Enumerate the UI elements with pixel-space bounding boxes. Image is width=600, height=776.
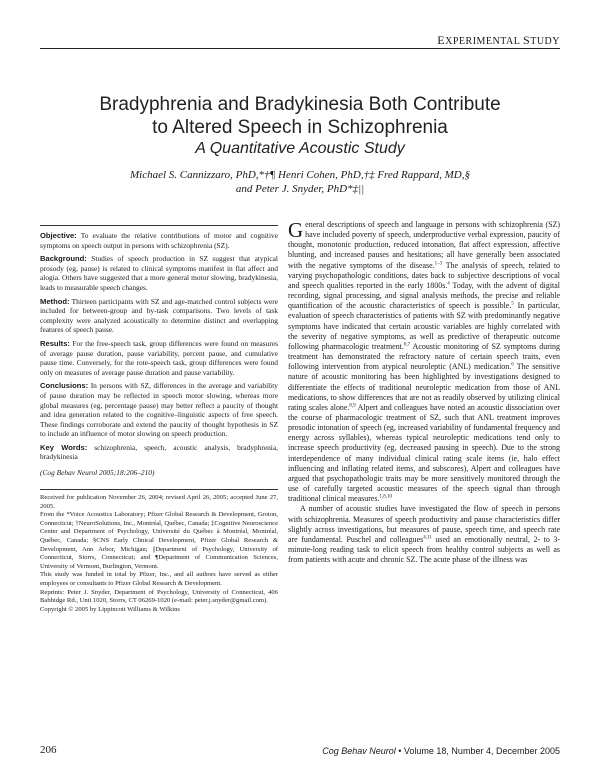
abstract-results-text: For the free-speech task, group differences were found on measures of average pause duration, pause variability, percent pause, and cumulative pause time. Conversely, for the rote-speech task, group differences were found only on measures of average pause duration and pause variability. [40, 338, 278, 377]
section-label-rest: XPERIMENTAL [445, 36, 524, 47]
article-title [40, 93, 560, 139]
abstract-keywords [40, 443, 278, 462]
body-text-span: Acoustic monitoring of SZ symptoms during treatment has demonstrated the refractory nature of certain speech traits, even following intervention from atypical neuroleptic (ANL) medication. [288, 341, 560, 372]
abstract-objective-text: To evaluate the relative contributions of motor and cognitive symptoms on speech output in persons with schizophrenia (SZ). [40, 231, 279, 250]
note-received: Received for publication November 26, 2004; revised April 26, 2005; accepted June 27, 2005. [40, 494, 278, 510]
citation-ref: 6 [511, 362, 514, 368]
body-text-span: The sensitive nature of acoustic monitoring has been highlighted by investigations designed to differentiate the effects of traditional neuroleptic medication from those of ANL medications, to show differences that are not as readily observed by utilizing clinical rating scales alone. [288, 362, 560, 412]
section-label [40, 33, 560, 48]
abstract-method [40, 297, 278, 335]
citation-ref: 1,8,10 [379, 494, 392, 500]
header-rule [40, 48, 560, 49]
page-number: 206 [40, 744, 57, 756]
drop-cap: G [288, 218, 304, 242]
note-affiliations: From the *Voice Acoustics Laboratory; Pfizer Global Research & Development, Groton, Connecticut; †NeuroSolutions, Inc., Montréal, Québec, Canada; ‡Cognitive Neuroscience Center and Department of Psychology, Université du Québec à Montréal, Montréal, Québec, Canada; §CNS Early Clinical Development, Pfizer Global Research & Development, Ann Arbor, Michigan; ||Department of Psychology, University of Connecticut, Storrs, Connecticut; and ¶Department of Communication Sciences, University of Vermont, Burlington, Vermont. [40, 511, 278, 570]
citation-ref: 6,7 [403, 342, 411, 348]
body-text-span: used an emotionally neutral, 2- to 3-minute-long reading task to elicit speech from healthy control subjects as well as from patients with acute and chronic SZ. The acute phase of the illness was [288, 534, 560, 565]
abstract-background [40, 254, 278, 292]
citation-ref: 1–3 [434, 260, 443, 266]
section-label-initial: E [437, 33, 446, 47]
abstract-objective [40, 231, 278, 250]
body-text-span: In particular, evaluation of speech characteristics of patients with SZ with predominantly negative symptoms have indicated that certain acoustic variables are highly correlated with the severity of negative symptoms, as well as predictive of therapeutic outcome following pharmacologic treatment. [288, 301, 561, 351]
abstract-keywords-heading: Key Words: [40, 442, 88, 452]
citation-ref: 8,9 [349, 403, 356, 409]
citation-ref: 5 [511, 301, 514, 307]
abstract-objective-heading: Objective: [40, 231, 77, 240]
section-label-rest-2: TUDY [530, 36, 560, 47]
author-list [70, 168, 530, 196]
article-notes [40, 494, 278, 614]
note-copyright: Copyright © 2005 by Lippincott Williams & Wilkins [40, 605, 180, 613]
abstract-conclusions-text: In persons with SZ, differences in the average and variability of pause duration may be reflected in speech motor slowing, whereas more global measures (eg, percentage pause) may better reflect a paucity of thought and idea generation related to the cognitive–linguistic aspects of free speech. These findings corroborate and extend the paucity of thought hypothesis in SZ to include an influence of motor slowing on speech production. [40, 381, 278, 439]
abstract-keywords-text: schizophrenia, speech, acoustic analysis, bradyphrenia, bradykinesia [40, 442, 278, 462]
abstract-box [40, 225, 278, 490]
body-text-column [288, 220, 560, 565]
abstract-citation: (Cog Behav Neurol 2005;18:206–210) [40, 468, 155, 478]
journal-name: Cog Behav Neurol [322, 746, 396, 756]
authors-line-2: and Peter J. Snyder, PhD*‡|| [235, 183, 365, 195]
article-subtitle: A Quantitative Acoustic Study [195, 140, 405, 157]
body-text-span: Today, with the advent of digital recording, signal processing, and signal analysis methods, the precise and reliable quantification of the acoustic characteristics of speech is possible. [288, 280, 560, 311]
journal-issue: • Volume 18, Number 4, December 2005 [395, 746, 560, 756]
body-text-span: A number of acoustic studies have investigated the flow of speech in persons with schizophrenia. Measures of speech productivity and pause characteristics differ slightly across investigations, but measures of pause, speech time, and speech rate are fundamental. Puschel and colleagues [288, 504, 560, 544]
abstract-results-heading: Results: [40, 338, 70, 348]
note-reprints: Reprints: Peter J. Snyder, Department of Psychology, University of Connecticut, 406 Babbidge Rd., Unit 1020, Storrs, CT 06269-1020 (e-mail: peter.j.snyder@gmail.com). [40, 588, 278, 605]
title-line-1: Bradyphrenia and Bradykinesia Both Contribute [99, 94, 501, 115]
abstract-method-heading: Method: [40, 296, 70, 306]
abstract-conclusions-heading: Conclusions: [40, 381, 89, 391]
authors-line-1: Michael S. Cannizzaro, PhD,*†¶ Henri Cohen, PhD,†‡ Fred Rappard, MD,§ [129, 169, 470, 181]
title-line-2: to Altered Speech in Schizophrenia [152, 117, 448, 138]
abstract-background-text: Studies of speech production in SZ suggest that atypical prosody (eg, pause) is related to clinical symptoms manifest in flat affect and alogia. Others have suggested that a more general motor slowing, bradykinesia, leads to measurable speech changes. [40, 254, 278, 292]
note-funding: This study was funded in total by Pfizer, Inc., and all authors have served as either employees or consultants to Pfizer Global Research & Development. [40, 571, 278, 587]
abstract-method-text: Thirteen participants with SZ and age-matched control subjects were included for between-group and by-task comparisons. Two levels of task complexity were analyzed acoustically to determine distinct and overlapping features of speech pause. [40, 296, 278, 335]
citation-ref: 4,11 [423, 535, 432, 541]
body-text-span: The analysis of speech, related to varying psychopathologic conditions, dates back to subjective descriptions of vocal and speech qualities reported in the early 1800s. [288, 260, 560, 290]
abstract-background-heading: Background: [40, 254, 87, 264]
abstract-conclusions [40, 381, 278, 439]
body-paragraph-1 [288, 220, 560, 504]
body-text-span: Alpert and colleagues have noted an acoustic dissociation over the course of pharmacologic treatment of SZ, such that ANL treatment improves prosodic intonation of speech (eg, increased variability of fundamental frequency and energy across syllables), whereas typical neuroleptic medications tend only to increase speech productivity (eg, decreased pausing in speech). Due to the strong interdependence of many individual clinical rating scale items (ie, halo effect influencing and inflating related items, and subscores), Alpert and colleagues have argued that psychopathologic traits may be more sensitively monitored through the use of carefully targeted acoustic measures of the speech signal than through traditional clinical measures. [288, 402, 560, 504]
citation-ref: 4 [447, 281, 450, 287]
body-text-span: eneral descriptions of speech and language in persons with schizophrenia (SZ) have included poverty of speech, underproductive verbal expression, paucity of thought, monotonic production, reduced intonation, flat affect expression, affective blunting, and increased pauses and hesitations; all have generally been associated with the negative symptoms of the disease. [288, 220, 560, 270]
section-label-initial-2: S [523, 33, 531, 47]
journal-footer [322, 746, 560, 756]
body-paragraph-2 [288, 504, 560, 565]
abstract-results [40, 339, 278, 377]
